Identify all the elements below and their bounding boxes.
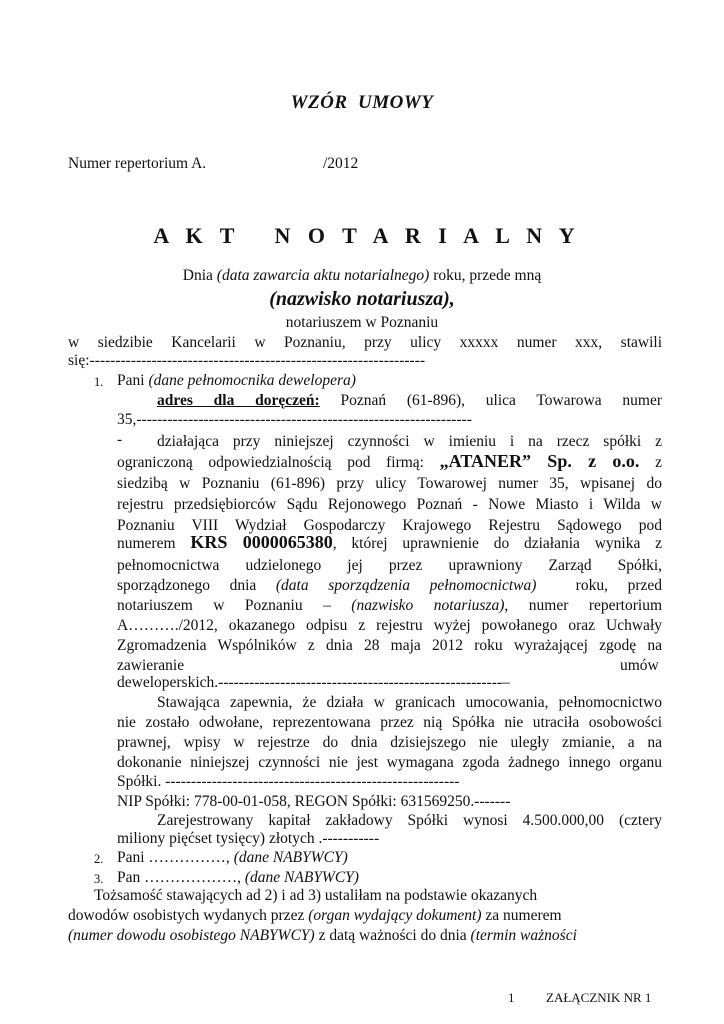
- address-line-2: 35,-----------------------------------------------------------------: [117, 411, 472, 428]
- item-2-placeholder: (dane NABYWCY): [233, 849, 348, 866]
- company-line-12a: zawieranie: [117, 657, 185, 674]
- company-firm-suffix: z: [639, 454, 662, 471]
- page-number: 1: [508, 990, 515, 1005]
- repertory-year: /2012: [323, 155, 359, 172]
- identity-line-1: Tożsamość stawających ad 2) i ad 3) ustaliłam na podstawie okazanych: [94, 887, 538, 904]
- item-2-text: [117, 849, 348, 867]
- krs-suffix: , której uprawnienie do działania wynika z: [332, 535, 662, 552]
- declaration-line-1: Stawająca zapewnia, że działa w granicach umocowania, pełnomocnictwo: [157, 694, 662, 711]
- date-prefix: Dnia: [182, 267, 217, 284]
- company-line-9: [117, 597, 662, 615]
- declaration-line-3: prawnej, wpisy w rejestrze do dnia dzisiejszego nie uległy zmianie, a na: [117, 734, 662, 751]
- item-3-number: 3.: [94, 872, 104, 886]
- item-1-text: [117, 372, 356, 390]
- repertory-label: Numer repertorium A.: [68, 155, 207, 172]
- seat-line-2: się:-----------------------------------------------------------------: [68, 352, 426, 369]
- company-line-4: rejestru przedsiębiorców Sądu Rejonowego Poznań - Nowe Miasto i Wilda w: [117, 496, 662, 513]
- poa-notary-prefix: notariuszem w Poznaniu –: [117, 597, 352, 614]
- company-line-10: A………./2012, okazanego odpisu z rejestru wyżej powołanego oraz Uchwały: [117, 617, 662, 634]
- address-label: adres dla doręczeń:: [157, 392, 320, 409]
- identity-doc-prefix: dowodów osobistych wydanych przez: [68, 907, 309, 924]
- item-1-placeholder: (dane pełnomocnika dewelopera): [148, 372, 356, 389]
- date-line: [0, 267, 724, 285]
- item-3-label: Pan ………………,: [117, 869, 245, 886]
- company-firm-name: „ATANER” Sp. z o.o.: [439, 451, 640, 471]
- company-line-11: Zgromadzenia Wspólników z dnia 28 maja 2012 roku wyrażającej zgodę na: [117, 637, 662, 654]
- date-suffix: roku, przede mną: [429, 267, 542, 284]
- company-firm-prefix: ograniczoną odpowiedzialnością pod firmą:: [117, 454, 440, 471]
- date-placeholder: (data zawarcia aktu notarialnego): [216, 267, 430, 284]
- identity-doc-suffix: za numerem: [481, 907, 562, 924]
- declaration-line-4: dokonanie niniejszej czynności nie jest wymagana zgoda żadnego innego organu: [117, 754, 662, 771]
- declaration-line-2: nie zostało odwołane, reprezentowana przez nią Spółka nie utraciła osobowości: [117, 714, 662, 731]
- identity-number-placeholder: (numer dowodu osobistego NABYWCY): [68, 927, 315, 944]
- company-line-3: siedzibą w Poznaniu (61-896) przy ulicy Towarowej numer 35, wpisanej do: [117, 475, 662, 492]
- company-line-13: deweloperskich.-------------------------------------------------------–: [117, 674, 510, 691]
- company-line-12b: umów: [620, 657, 659, 674]
- capital-line-1: Zarejestrowany kapitał zakładowy Spółki wynosi 4.500.000,00 (cztery: [157, 812, 662, 829]
- poa-notary-placeholder: (nazwisko notariusza): [351, 597, 505, 614]
- company-line-5: Poznaniu VIII Wydział Gospodarczy Krajowego Rejestru Sądowego pod: [117, 517, 662, 534]
- identity-validity-prefix: z datą ważności do dnia: [314, 927, 471, 944]
- company-line-1: działająca przy niniejszej czynności w imieniu i na rzecz spółki z: [157, 433, 662, 450]
- notary-name: (nazwisko notariusza),: [269, 288, 455, 310]
- company-line-6: [117, 532, 662, 553]
- item-3-text: [117, 869, 359, 887]
- address-value: Poznań (61-896), ulica Towarowa numer: [319, 392, 663, 409]
- krs-prefix: numerem: [117, 535, 191, 552]
- declaration-line-5: Spółki. ---------------------------------------------------------: [117, 773, 460, 790]
- poa-notary-suffix: , numer repertorium: [504, 597, 662, 614]
- capital-line-2: miliony pięćset tysięcy) złotych .-----------: [117, 830, 380, 847]
- poa-date-placeholder: (data sporządzenia pełnomocnictwa): [275, 577, 537, 594]
- company-line-8: [117, 577, 662, 595]
- identity-line-3: [68, 927, 577, 945]
- act-title: A K T N O T A R I A L N Y: [153, 223, 581, 248]
- item-3-placeholder: (dane NABYWCY): [244, 869, 359, 886]
- document-title: WZÓR UMOWY: [290, 92, 434, 113]
- item-1-label: Pani: [117, 372, 149, 389]
- notary-role: notariuszem w Poznaniu: [285, 314, 439, 331]
- item-2-label: Pani ……………,: [117, 849, 234, 866]
- company-dash: -: [117, 431, 123, 448]
- item-2-number: 2.: [94, 852, 104, 866]
- nip-regon: NIP Spółki: 778-00-01-058, REGON Spółki: 631569250.-------: [117, 793, 511, 810]
- identity-line-2: [68, 907, 562, 925]
- seat-line-1: w siedzibie Kancelarii w Poznaniu, przy ulicy xxxxx numer xxx, stawili: [68, 334, 662, 351]
- identity-organ-placeholder: (organ wydający dokument): [308, 907, 482, 924]
- item-1-number: 1.: [94, 375, 104, 389]
- address-line-1: [157, 392, 662, 410]
- attachment-label: ZAŁĄCZNIK NR 1: [546, 990, 652, 1005]
- krs-number: KRS 0000065380: [190, 532, 333, 552]
- company-line-2: [117, 451, 662, 472]
- poa-date-suffix: roku, przed: [536, 577, 662, 594]
- company-line-7: pełnomocnictwa udzielonego jej przez uprawniony Zarząd Spółki,: [117, 557, 662, 574]
- poa-date-prefix: sporządzonego dnia: [117, 577, 276, 594]
- identity-validity-placeholder: (termin ważności: [470, 927, 577, 944]
